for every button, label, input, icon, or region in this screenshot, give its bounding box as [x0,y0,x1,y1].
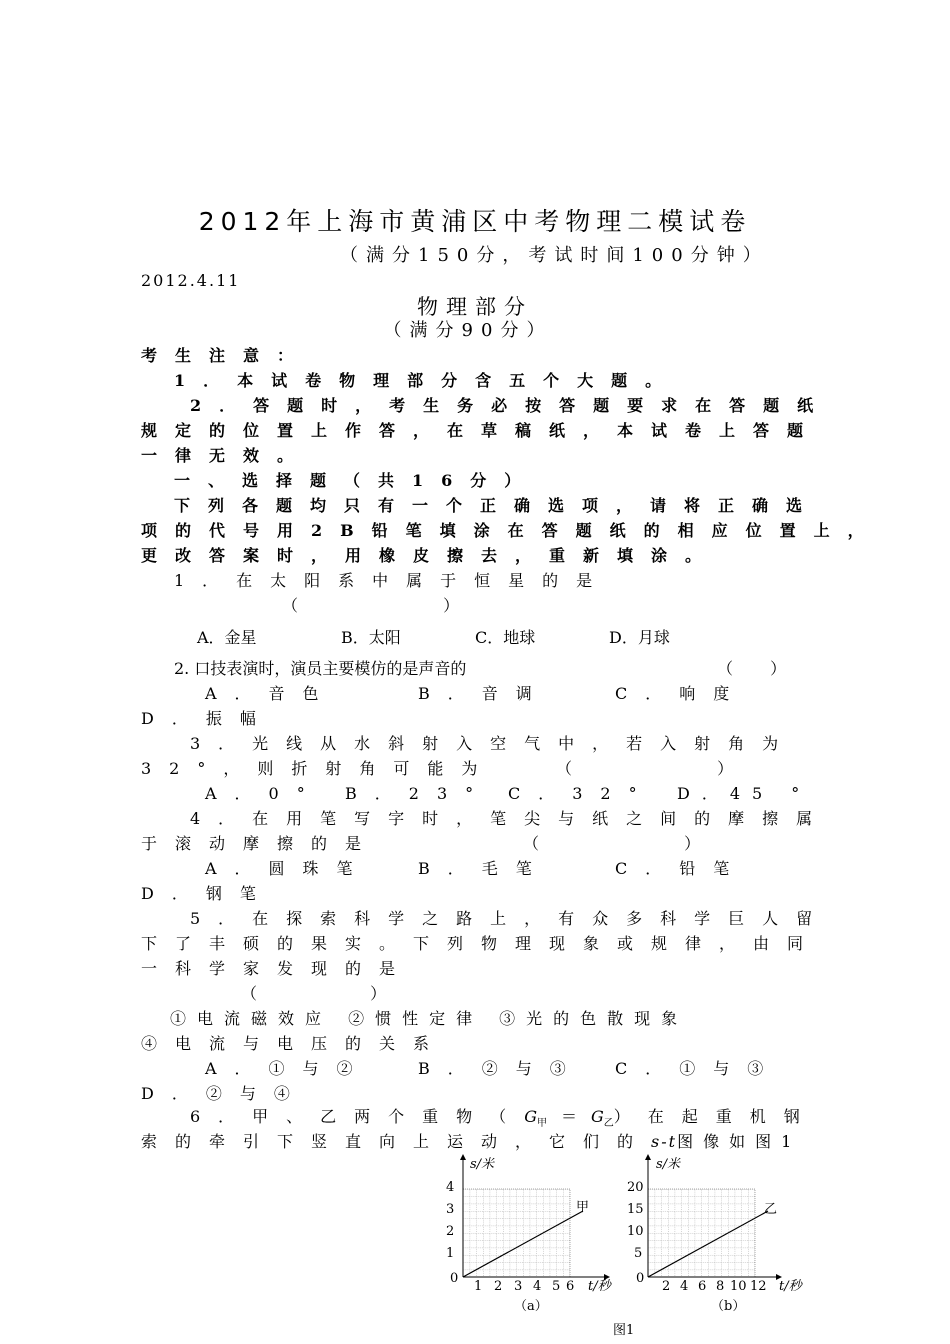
q5-answer-paren: （ ） [241,984,441,1003]
q1-option-b: B．太阳 [341,628,401,647]
graph-a-x-tick: 2 [494,1279,503,1294]
graph-b-origin: 0 [636,1271,645,1286]
q4-option-d: D．钢笔 [141,884,274,903]
graph-b-x-tick: 2 [662,1279,671,1294]
notice-item-1: 1．本试卷物理部分含五个大题。 [174,371,680,390]
q6-stem-line2a: 索的牵引下竖直向上运动，它们的 [141,1132,652,1151]
section-title: 物理部分 [417,295,533,319]
graph-b-y-label: s/米 [656,1157,681,1172]
q5-items-line2: ④电流与电压的关系 [141,1034,448,1053]
q3-option-b: B．23° [345,784,492,803]
q4-option-b: B．毛笔 [418,859,550,878]
notice-item-2-line2: 规定的位置上作答，在草稿纸，本试卷上答题 [141,421,822,440]
q4-answer-paren: （ ） [523,834,771,853]
q5-stem-line1: 5．在探索科学之路上，有众多科学巨人留 [190,909,831,928]
graph-b-y-tick: 15 [627,1202,644,1217]
q6-st-label: s-t [651,1132,678,1151]
q4-option-a: A．圆珠笔 [205,859,371,878]
q1-option-c: C．地球 [475,628,536,647]
q5-stem-line3: 一科学家发现的是 [141,959,414,978]
graph-b-line-label: 乙 [764,1202,778,1217]
graph-b-grid [648,1189,755,1277]
q3-stem-line1: 3．光线从水斜射入空气中，若入射角为 [190,734,797,753]
q1-stem: 1．在太阳系中属于恒星的是 [174,571,611,590]
q4-stem-line2: 于滚动摩擦的是 [141,834,380,853]
graph-a-y-label: s/米 [470,1157,495,1172]
q6-weight-g-2: G [590,1107,604,1126]
graph-a-y-tick: 2 [446,1224,455,1239]
q3-option-d: D．45 ° [677,784,812,803]
graph-b-y-arrow [645,1154,651,1160]
graph-a-y-tick: 4 [446,1180,455,1195]
q5-option-d: D．②与④ [141,1084,308,1103]
q5-items-line1: ①电流磁效应 ②惯性定律 ③光的色散现象 [170,1009,689,1028]
graph-b-y-tick: 5 [634,1246,643,1261]
q5-option-a: A．①与② [205,1059,371,1078]
q4-option-c: C．铅笔 [615,859,748,878]
q2-stem: 2. 口技表演时，演员主要模仿的是声音的 [174,659,467,678]
notice-heading: 考生注意： [141,346,312,365]
page-title: 2012年上海市黄浦区中考物理二模试卷 [198,207,752,236]
graph-a-origin: 0 [450,1271,459,1286]
graph-b-x-label: t/秒 [779,1279,802,1294]
q6-equals: ＝ [560,1107,577,1126]
exam-date: 2012.4.11 [141,271,241,290]
part1-instruction-line3: 更改答案时，用橡皮擦去，重新填涂。 [141,546,720,565]
graph-a-line-label: 甲 [576,1200,590,1215]
notice-item-2-line3: 一律无效。 [141,446,312,465]
q6-stem-line2b: 图像如图1 [677,1132,802,1151]
graph-b-x-tick: 6 [698,1279,707,1294]
graph-a-caption: （a） [514,1299,548,1314]
q2-option-d: D．振幅 [141,709,274,728]
q5-stem-line2: 下了丰硕的果实。下列物理现象或规律，由同 [141,934,822,953]
q3-stem-line2: 32°，则折射角可能为 [141,759,496,778]
graph-b-x-tick: 8 [716,1279,725,1294]
q2-option-c: C．响度 [615,684,748,703]
graph-b-y-tick: 20 [627,1180,644,1195]
figure-caption: 图1 [613,1323,635,1338]
graph-a-x-tick: 3 [514,1279,523,1294]
part1-instruction-line1: 下列各题均只有一个正确选项，请将正确选 [174,496,821,515]
graph-a-x-tick: 5 [552,1279,561,1294]
q4-stem-line1: 4．在用笔写字时，笔尖与纸之间的摩擦属 [190,809,831,828]
graph-a-y-tick: 1 [446,1246,455,1261]
q6-number: 6．甲、乙两个重物（ [190,1107,525,1126]
graph-a-x-tick: 6 [566,1279,575,1294]
q6-stem-line1 [190,1107,818,1134]
q5-option-c: C．①与③ [615,1059,782,1078]
part1-instruction-line2: 项的代号用2B铅笔填涂在答题纸的相应位置上， [141,521,882,540]
graph-b-caption: （b） [711,1299,746,1314]
q6-stem-line2 [141,1132,801,1152]
graph-b-y-tick: 10 [627,1224,644,1239]
graph-a-grid [463,1189,570,1277]
graph-b-x-tick: 4 [680,1279,689,1294]
graph-a-x-tick: 4 [533,1279,542,1294]
q2-option-b: B．音调 [418,684,550,703]
graph-a-x-tick: 1 [474,1279,483,1294]
graph-a [446,1154,614,1314]
graph-a-y-tick: 3 [446,1202,455,1217]
graph-b-x-tick: 10 [730,1279,747,1294]
notice-item-2-line1: 2．答题时，考生务必按答题要求在答题纸 [190,396,832,415]
q1-answer-paren: （ ） [282,596,530,615]
q1-option-a: A．金星 [197,628,257,647]
graph-a-y-arrow [460,1154,466,1160]
graph-b-x-tick: 12 [750,1279,767,1294]
q3-answer-paren: （ ） [556,759,804,778]
q1-option-d: D．月球 [609,628,670,647]
graph-a-x-label: t/秒 [588,1279,611,1294]
section-score: （满分90分） [383,320,553,341]
graph-b [627,1154,805,1314]
q6-weight-sub-2: 乙 [603,1118,614,1130]
q6-weight-sub-1: 甲 [536,1118,547,1130]
q3-option-a: A．0° [205,784,323,803]
q5-option-b: B．②与③ [418,1059,584,1078]
figure-1 [430,1150,830,1340]
q3-option-c: C．32° [508,784,655,803]
q6-stem-rest: ）在起重机钢 [613,1107,818,1126]
exam-subtitle: （满分150分，考试时间100分钟） [340,245,769,266]
part1-heading: 一、选择题（共16分） [174,471,539,490]
q6-weight-g-1: G [524,1107,537,1126]
q2-answer-paren: （ ） [717,659,803,678]
q2-option-a: A．音色 [205,684,337,703]
